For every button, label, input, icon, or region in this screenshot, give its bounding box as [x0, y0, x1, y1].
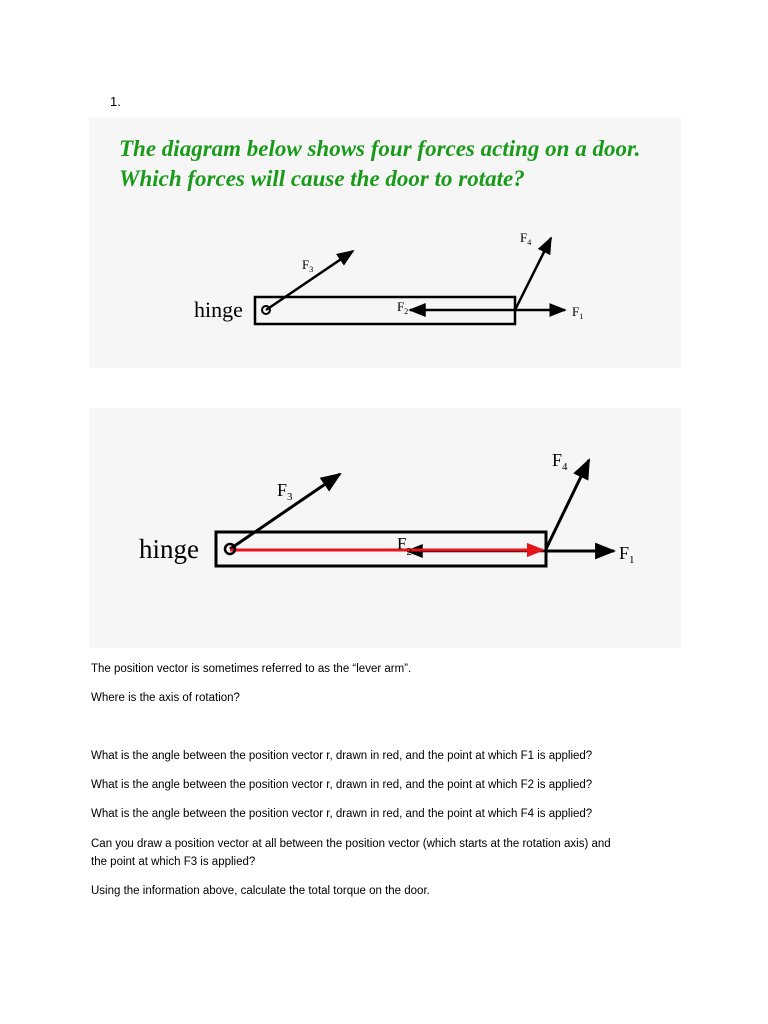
f1-label: $F_1$	[572, 304, 584, 321]
hinge-label: hinge	[194, 297, 243, 322]
question-number: 1.	[110, 94, 121, 109]
f4-arrow	[515, 238, 551, 310]
door-diagram-2-svg	[89, 408, 681, 648]
f3-question-line-1: Can you draw a position vector at all between the position vector (which starts at the rotation axis) and	[91, 838, 611, 850]
angle-f4-question: What is the angle between the position vector r, drawn in red, and the point at which F4 is applied?	[91, 808, 593, 820]
door-diagram-2	[89, 408, 681, 648]
angle-f1-question: What is the angle between the position vector r, drawn in red, and the point at which F1 is applied?	[91, 750, 593, 762]
heading-line-1: The diagram below shows four forces acting on a door.	[119, 136, 641, 161]
f4-label: $F_4$	[552, 450, 568, 473]
f3-label: $F_3$	[302, 257, 314, 274]
f3-label: $F_3$	[277, 480, 293, 503]
f3-arrow	[266, 251, 353, 310]
f2-label: $F_2$	[397, 534, 412, 558]
hinge-label: hinge	[139, 534, 199, 564]
heading-line-2: Which forces will cause the door to rotate?	[119, 166, 525, 191]
f1-label: $F_1$	[619, 543, 635, 566]
door-diagram-1-svg	[89, 118, 681, 368]
f2-label: $F_2$	[397, 299, 409, 316]
axis-question: Where is the axis of rotation?	[91, 692, 240, 704]
torque-question: Using the information above, calculate the total torque on the door.	[91, 885, 430, 897]
door-diagram-1	[89, 118, 681, 368]
f4-arrow	[546, 460, 589, 549]
lever-arm-note: The position vector is sometimes referred to as the “lever arm”.	[91, 663, 412, 675]
f3-question-line-2: the point at which F3 is applied?	[91, 856, 256, 868]
f4-label: $F_4$	[520, 230, 532, 247]
angle-f2-question: What is the angle between the position vector r, drawn in red, and the point at which F2 is applied?	[91, 779, 593, 791]
